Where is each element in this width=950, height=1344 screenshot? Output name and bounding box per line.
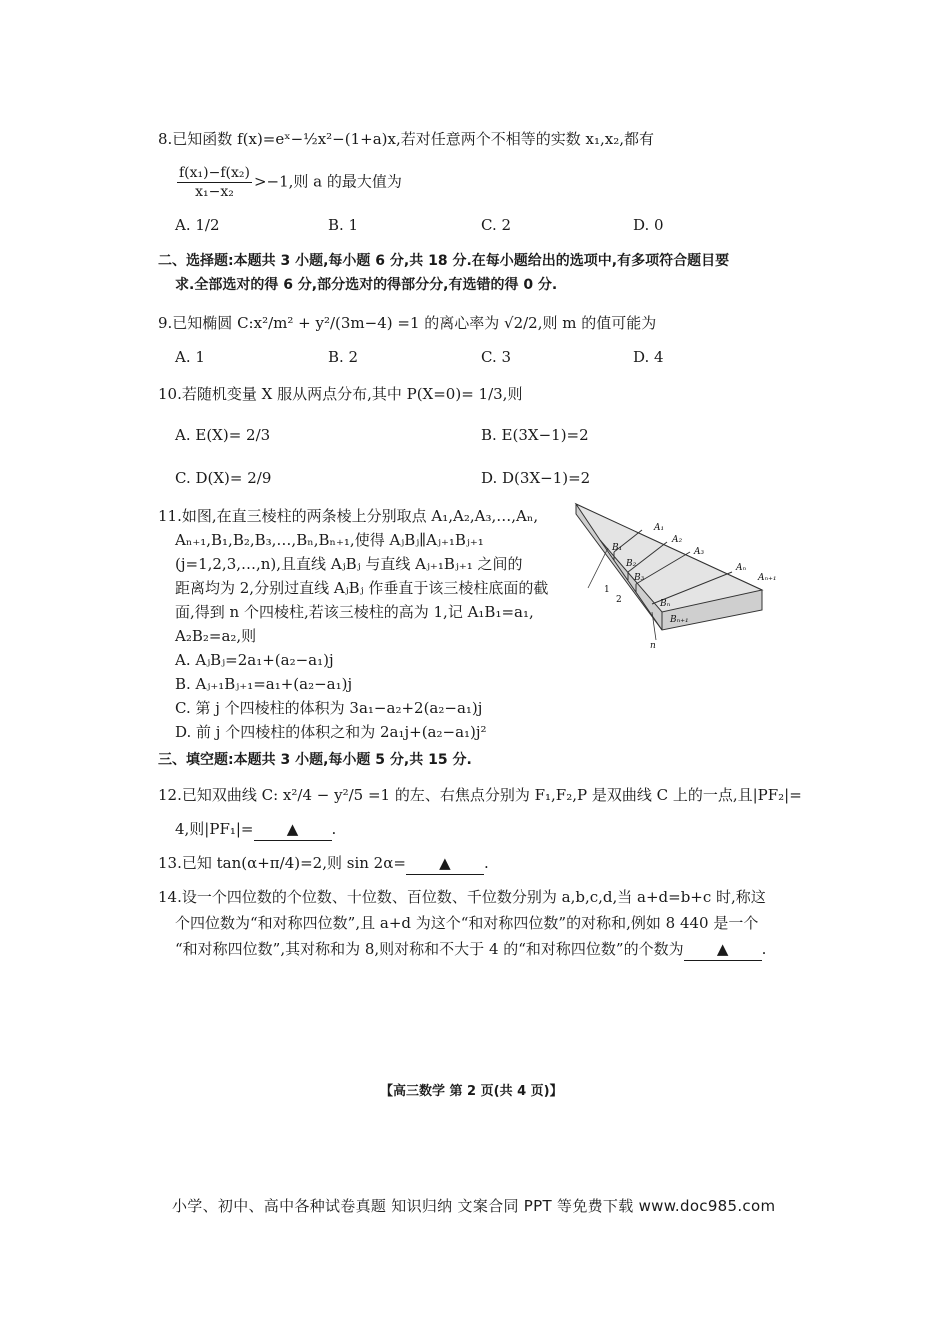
q8-fraction — [177, 164, 252, 201]
label-bn1: Bₙ₊₁ — [670, 615, 689, 625]
q8-option-b: B. 1 — [328, 216, 359, 234]
q8-frac-den: x₁−x₂ — [195, 184, 234, 200]
q8-frac-num: f(x₁)−f(x₂) — [179, 165, 250, 181]
q13-answer-blank: ▲ — [406, 852, 484, 875]
q11-line6: A₂B₂=a₂,则 — [175, 627, 257, 645]
q10-option-b: B. E(3X−1)=2 — [481, 426, 589, 444]
q12-line2 — [175, 818, 336, 841]
label-b1: B₁ — [612, 543, 623, 553]
q11-option-c: C. 第 j 个四棱柱的体积为 3a₁−a₂+2(a₂−a₁)j — [175, 699, 483, 717]
label-an: Aₙ — [736, 563, 747, 573]
q10-option-d: D. D(3X−1)=2 — [481, 469, 591, 487]
q8-option-d: D. 0 — [633, 216, 664, 234]
label-bn: Bₙ — [660, 599, 671, 609]
q9-option-c: C. 3 — [481, 348, 512, 366]
q11-option-b: B. Aⱼ₊₁Bⱼ₊₁=a₁+(a₂−a₁)j — [175, 675, 353, 693]
q14-line2: 个四位数为“和对称四位数”,且 a+d 为这个“和对称四位数”的对称和,例如 8 440 是一个 — [175, 914, 759, 932]
prism-figure — [572, 500, 777, 652]
q11-option-d: D. 前 j 个四棱柱的体积之和为 2a₁j+(a₂−a₁)j² — [175, 723, 487, 741]
q14-answer-blank: ▲ — [684, 938, 762, 961]
label-a3: A₃ — [694, 547, 705, 557]
page-footer-label: 【高三数学 第 2 页(共 4 页)】 — [380, 1084, 563, 1099]
q8-line2-rest: >−1,则 a 的最大值为 — [253, 172, 402, 191]
q14-line3 — [175, 938, 766, 961]
label-a1: A₁ — [654, 523, 665, 533]
label-2: 2 — [616, 595, 622, 605]
q9-option-a: A. 1 — [175, 348, 205, 366]
label-n: n — [650, 641, 656, 651]
label-b3: B₃ — [634, 573, 645, 583]
q12-line1: 12.已知双曲线 C: x²/4 − y²/5 =1 的左、右焦点分别为 F₁,F₂,P 是双曲线 C 上的一点,且|PF₂|= — [158, 786, 802, 804]
q11-line5: 面,得到 n 个四棱柱,若该三棱柱的高为 1,记 A₁B₁=a₁, — [175, 603, 534, 621]
q11-line2: Aₙ₊₁,B₁,B₂,B₃,…,Bₙ,Bₙ₊₁,使得 AⱼBⱼ∥Aⱼ₊₁Bⱼ₊₁ — [175, 531, 484, 549]
q12-answer-blank: ▲ — [254, 818, 332, 841]
q11-option-a: A. AⱼBⱼ=2a₁+(a₂−a₁)j — [175, 651, 334, 669]
q14-line3-text: “和对称四位数”,其对称和为 8,则对称和不大于 4 的“和对称四位数”的个数为 — [175, 940, 684, 958]
q11-line3: (j=1,2,3,…,n),且直线 AⱼBⱼ 与直线 Aⱼ₊₁Bⱼ₊₁ 之间的 — [175, 555, 523, 573]
q8-line2 — [175, 164, 402, 201]
q14-end: . — [761, 940, 767, 958]
q14-line1: 14.设一个四位数的个位数、十位数、百位数、千位数分别为 a,b,c,d,当 a+d=b+c 时,称这 — [158, 888, 766, 906]
q10-option-c: C. D(X)= 2/9 — [175, 469, 272, 487]
section2-heading-line2: 求.全部选对的得 6 分,部分选对的得部分分,有选错的得 0 分. — [175, 277, 558, 293]
label-an1: Aₙ₊₁ — [758, 573, 777, 583]
q13-text: 13.已知 tan(α+π/4)=2,则 sin 2α= — [158, 854, 406, 872]
q8-option-c: C. 2 — [481, 216, 512, 234]
q10-option-a: A. E(X)= 2/3 — [175, 426, 271, 444]
q13-end: . — [483, 854, 489, 872]
q13-line — [158, 852, 489, 875]
section3-heading: 三、填空题:本题共 3 小题,每小题 5 分,共 15 分. — [158, 752, 472, 768]
site-footer-text: 小学、初中、高中各种试卷真题 知识归纳 文案合同 PPT 等免费下载 www.doc985.com — [172, 1197, 776, 1215]
q11-line4: 距离均为 2,分别过直线 AⱼBⱼ 作垂直于该三棱柱底面的截 — [175, 579, 549, 597]
q12-line2-end: . — [331, 820, 337, 838]
label-1: 1 — [604, 585, 610, 595]
q8-line1: 8.已知函数 f(x)=eˣ−½x²−(1+a)x,若对任意两个不相等的实数 x₁,x₂,都有 — [158, 130, 654, 148]
q12-line2-text: 4,则|PF₁|= — [175, 820, 254, 838]
q8-option-a: A. 1/2 — [175, 216, 220, 234]
q11-line1: 11.如图,在直三棱柱的两条棱上分别取点 A₁,A₂,A₃,…,Aₙ, — [158, 507, 539, 525]
section2-heading-line1: 二、选择题:本题共 3 小题,每小题 6 分,共 18 分.在每小题给出的选项中,有多项符合题目要 — [158, 253, 730, 269]
label-b2: B₂ — [626, 559, 637, 569]
q10-stem: 10.若随机变量 X 服从两点分布,其中 P(X=0)= 1/3,则 — [158, 385, 523, 403]
q9-stem: 9.已知椭圆 C:x²/m² + y²/(3m−4) =1 的离心率为 √2/2,则 m 的值可能为 — [158, 314, 657, 332]
q9-option-d: D. 4 — [633, 348, 664, 366]
label-a2: A₂ — [672, 535, 683, 545]
q9-option-b: B. 2 — [328, 348, 359, 366]
